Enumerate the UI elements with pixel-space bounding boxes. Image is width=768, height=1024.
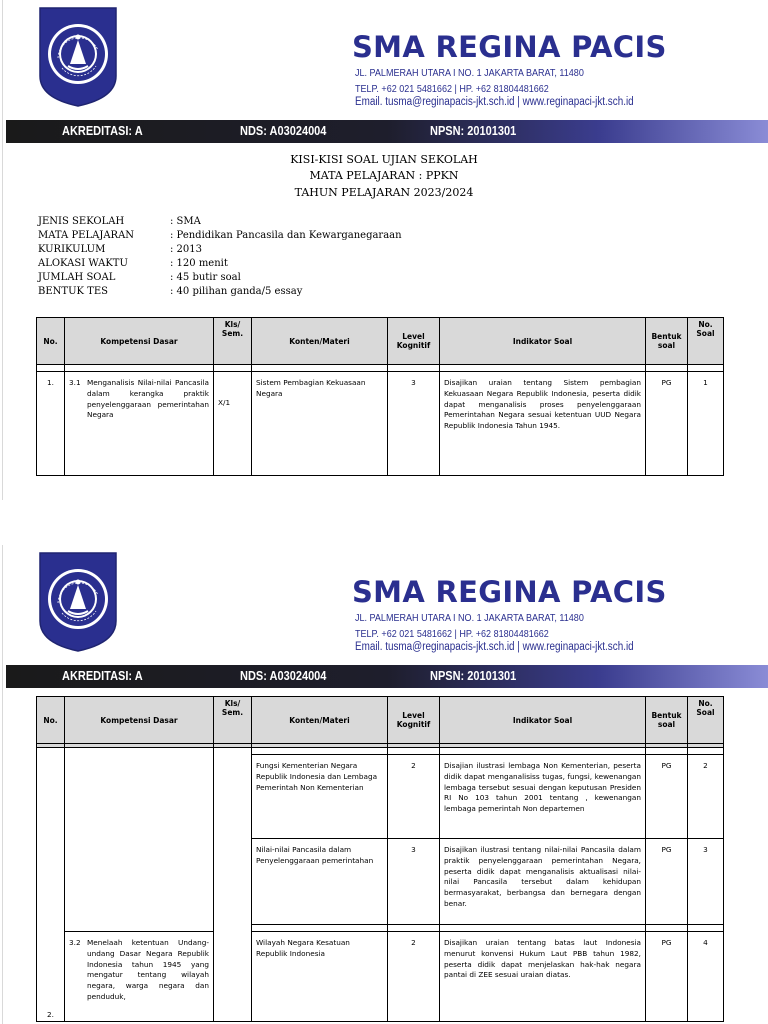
school-email: Email. tusma@reginapacis-jkt.sch.id | www.reginapaci-jkt.sch.id [355,641,634,653]
row-kls: X/1 [214,372,252,476]
header-kompetensi: Kompetensi Dasar [65,697,214,744]
info-value: : Pendidikan Pancasila dan Kewarganegaraan [170,230,402,241]
spacer-row [37,365,724,372]
header-kls: Kls/ Sem. [214,697,252,744]
header-indikator: Indikator Soal [440,318,646,365]
kisi-kisi-table [36,317,724,476]
doc-subject: MATA PELAJARAN : PPKN [309,169,459,182]
row-kompetensi-empty [65,748,214,932]
page-gap [0,500,768,545]
header-no: No. [37,318,65,365]
row-bentuk: PG [646,932,688,1022]
row-no-soal: 4 [688,932,724,1022]
row-bentuk: PG [646,839,688,925]
row-konten: Sistem Pembagian Kekuasaan Negara [252,372,388,476]
accreditation-bar [6,120,768,143]
row-indikator: Disajikan uraian tentang Sistem pembagian Kekuasaan Negara Republik Indonesia, peserta didik dapat menganalisis proses penyelenggaraan Pemerintahan Negara sesuai ketentuan UUD Negara Republik Indonesia Tahun 1945. [440,372,646,476]
info-value: : SMA [170,216,201,227]
header-indikator: Indikator Soal [440,697,646,744]
row-level: 3 [388,372,440,476]
kd-number: 3.1 [69,378,81,387]
school-logo [38,6,118,108]
info-label: JUMLAH SOAL [38,272,116,283]
nds-label: NDS: A03024004 [240,124,327,138]
row-indikator: Disajikan uraian tentang batas laut Indonesia menurut konvensi Hukum Laut PBB tahun 1982, peserta didik dapat menjelaskan hak-hak negara pantai di ZEE sesuai uraian diatas. [440,932,646,1022]
row-indikator: Disajikan ilustrasi tentang nilai-nilai Pancasila dalam praktik penyelenggaraan pemerintahan Negara, peserta didik dapat menganalisis aktualisasi nilai-nilai Pancasila tersebut dalam kehidupan bermasyarakat, berbangsa dan bernegara dengan benar. [440,839,646,925]
row-no-soal: 3 [688,839,724,925]
row-level: 2 [388,755,440,839]
npsn-label: NPSN: 20101301 [430,669,517,683]
row-no-text: 2. [47,1010,54,1020]
row-level: 2 [388,932,440,1022]
document-page-1 [0,0,768,500]
row-bentuk: PG [646,372,688,476]
kisi-kisi-table-continued [36,696,724,1022]
row-no: 1. [37,372,65,476]
header-no-soal: No. Soal [688,318,724,365]
info-label: ALOKASI WAKTU [38,258,128,269]
header-bentuk: Bentuk soal [646,318,688,365]
row-kompetensi [65,372,214,476]
school-address: JL. PALMERAH UTARA I NO. 1 JAKARTA BARAT, 11480 [355,67,584,79]
row-no [37,748,65,1022]
kd-text: Menganalisis Nilai-nilai Pancasila dalam kerangka praktik penyelenggaraan pemerintahan Negara [87,378,209,420]
info-value: : 120 menit [170,258,228,269]
akreditasi-label: AKREDITASI: A [62,669,143,683]
info-label: BENTUK TES [38,286,108,297]
akreditasi-label: AKREDITASI: A [62,124,143,138]
header-konten: Konten/Materi [252,697,388,744]
row-konten: Wilayah Negara Kesatuan Republik Indonesia [252,932,388,1022]
row-level: 3 [388,839,440,925]
row-no-soal: 2 [688,755,724,839]
school-name: SMA REGINA PACIS [352,575,667,609]
doc-year: TAHUN PELAJARAN 2023/2024 [294,186,474,199]
doc-title: KISI-KISI SOAL UJIAN SEKOLAH [290,153,478,166]
info-value: : 45 butir soal [170,272,241,283]
row-kompetensi [65,932,214,1022]
kd-number: 3.2 [69,938,81,947]
row-bentuk: PG [646,755,688,839]
info-label: KURIKULUM [38,244,106,255]
school-email: Email. tusma@reginapacis-jkt.sch.id | www.reginapaci-jkt.sch.id [355,96,634,108]
header-konten: Konten/Materi [252,318,388,365]
header-no-soal: No. Soal [688,697,724,744]
table-header-row [37,697,724,744]
info-label: JENIS SEKOLAH [38,216,125,227]
accreditation-bar [6,665,768,688]
table-header-row [37,318,724,365]
info-label: MATA PELAJARAN [38,230,135,241]
row-kls-empty [214,748,252,1022]
nds-label: NDS: A03024004 [240,669,327,683]
npsn-label: NPSN: 20101301 [430,124,517,138]
school-phone: TELP. +62 021 5481662 | HP. +62 81804481662 [355,628,549,640]
row-konten: Fungsi Kementerian Negara Republik Indonesia dan Lembaga Pemerintah Non Kementerian [252,755,388,839]
header-bentuk: Bentuk soal [646,697,688,744]
row-indikator: Disajian ilustrasi lembaga Non Kementerian, peserta didik dapat menganalisiss tugas, fungsi, kewenangan lembaga tersebut sesuai dengan keputusan Presiden RI No 103 tahun 2001 tentang , kewenangan lembaga pemerintah Non departemen [440,755,646,839]
header-kompetensi: Kompetensi Dasar [65,318,214,365]
row-no-soal: 1 [688,372,724,476]
school-address: JL. PALMERAH UTARA I NO. 1 JAKARTA BARAT, 11480 [355,612,584,624]
school-name: SMA REGINA PACIS [352,30,667,64]
header-kls: Kls/ Sem. [214,318,252,365]
info-value: : 2013 [170,244,202,255]
school-logo [38,551,118,653]
header-level: Level Kognitif [388,697,440,744]
spacer-row [37,748,724,755]
info-value: : 40 pilihan ganda/5 essay [170,286,303,297]
header-level: Level Kognitif [388,318,440,365]
kd-text: Menelaah ketentuan Undang-undang Dasar Negara Republik Indonesia tahun 1945 yang mengatur tentang wilayah negara, warga negara dan penduduk, [87,938,209,1001]
row-konten: Nilai-nilai Pancasila dalam Penyelenggaraan pemerintahan [252,839,388,925]
school-phone: TELP. +62 021 5481662 | HP. +62 81804481662 [355,83,549,95]
header-no: No. [37,697,65,744]
table-row [37,372,724,476]
table-row [37,932,724,1022]
